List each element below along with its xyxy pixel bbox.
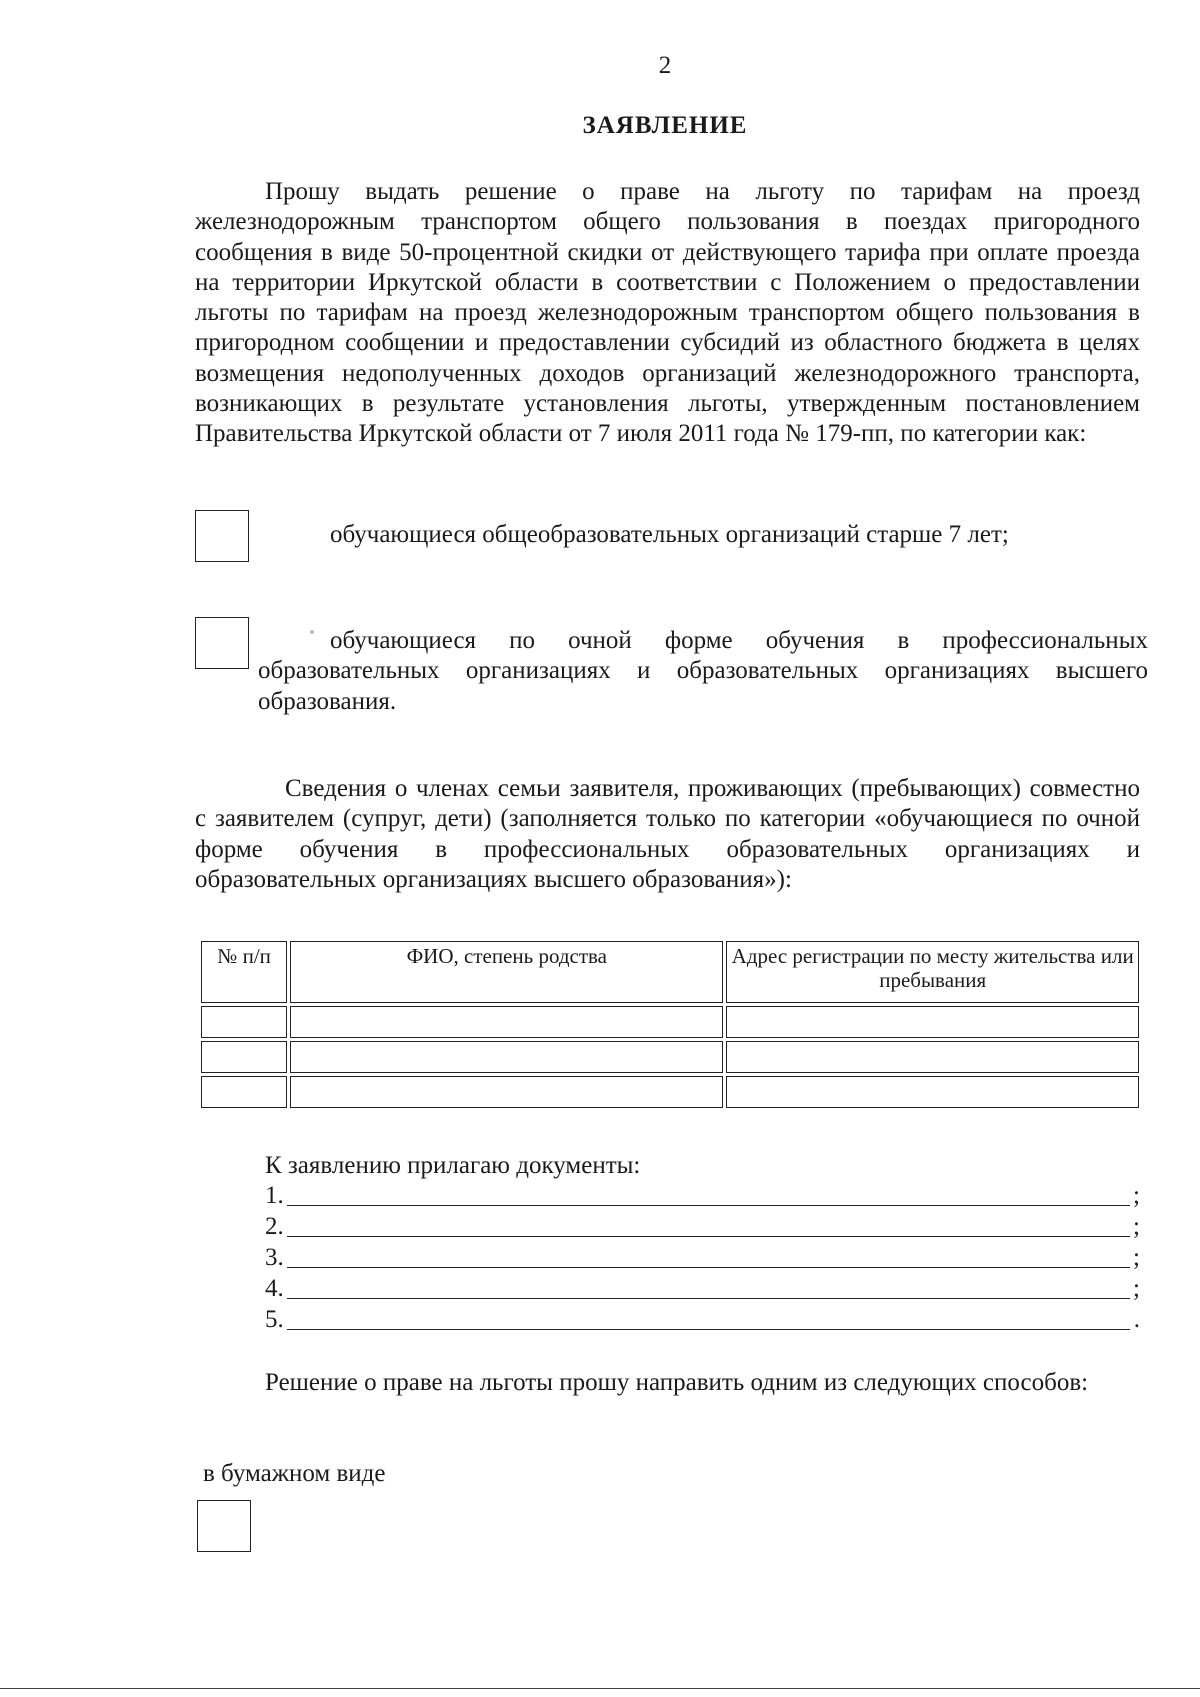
attachment-number: 4. (265, 1275, 284, 1302)
attachment-fill-line[interactable] (287, 1236, 1130, 1237)
header-cell-name: ФИО, степень родства (290, 941, 723, 1003)
attachment-line-5[interactable] (265, 1306, 1140, 1338)
attachment-number: 2. (265, 1213, 284, 1240)
attachment-end-mark: ; (1133, 1275, 1140, 1302)
table-row (201, 1076, 1139, 1108)
row-3-address-cell[interactable] (726, 1076, 1139, 1108)
delivery-paper-label: в бумажном виде (203, 1460, 386, 1487)
attachment-fill-line[interactable] (287, 1329, 1130, 1330)
table-header-row (201, 941, 1139, 1003)
row-3-number-cell[interactable] (201, 1076, 287, 1108)
category-1-label: обучающиеся общеобразовательных организаций старше 7 лет; (330, 521, 1009, 548)
row-2-number-cell[interactable] (201, 1041, 287, 1073)
category-1-checkbox[interactable] (195, 510, 249, 562)
attachment-end-mark: ; (1133, 1213, 1140, 1240)
attachment-fill-line[interactable] (287, 1205, 1130, 1206)
header-cell-address: Адрес регистрации по месту жительства или пребывания (726, 941, 1139, 1003)
row-2-address-cell[interactable] (726, 1041, 1139, 1073)
attachment-end-mark: ; (1133, 1182, 1140, 1209)
attachment-fill-line[interactable] (287, 1298, 1130, 1299)
category-2-label: обучающиеся по очной форме обучения в профессиональных образовательных организациях и образовательных организациях высшего образования. (258, 627, 1148, 715)
attachment-number: 1. (265, 1182, 284, 1209)
attachment-number: 3. (265, 1244, 284, 1271)
category-2-checkbox[interactable] (195, 617, 249, 669)
attachment-fill-line[interactable] (287, 1267, 1130, 1268)
attachment-end-mark: . (1133, 1306, 1140, 1333)
row-3-name-cell[interactable] (290, 1076, 723, 1108)
header-cell-number: № п/п (201, 941, 287, 1003)
row-2-name-cell[interactable] (290, 1041, 723, 1073)
table-row (201, 1006, 1139, 1038)
attachment-line-3[interactable] (265, 1244, 1140, 1276)
attachment-line-1[interactable] (265, 1182, 1140, 1214)
attachment-end-mark: ; (1133, 1244, 1140, 1271)
delivery-paper-checkbox[interactable] (197, 1500, 251, 1552)
intro-paragraph: Прошу выдать решение о праве на льготу по тарифам на проезд железнодорожным транспортом общего пользования в поездах пригородного сообщения в виде 50-процентной скидки от действующего тарифа при оплате проезда на территории Иркутской области в соответствии с Положением о предоставлении льготы по тарифам на проезд железнодорожным транспортом общего пользования в пригородном сообщении и предоставлении субсидий из областного бюджета в целях возмещения недополученных доходов организаций железнодорожного транспорта, возникающих в результате установления льготы, утвержденным постановлением Правительства Иркутской области от 7 июля 2011 года № 179-пп, по категории как: (195, 178, 1140, 448)
document-title: ЗАЯВЛЕНИЕ (582, 112, 748, 139)
attachment-line-2[interactable] (265, 1213, 1140, 1245)
page-number: 2 (658, 52, 672, 79)
delivery-paragraph: Решение о праве на льготы прошу направить одним из следующих способов: (265, 1369, 1089, 1396)
table-row (201, 1041, 1139, 1073)
attachment-line-4[interactable] (265, 1275, 1140, 1307)
family-members-table (198, 938, 1142, 1111)
attachments-title: К заявлению прилагаю документы: (265, 1152, 641, 1179)
attachment-number: 5. (265, 1306, 284, 1333)
row-1-address-cell[interactable] (726, 1006, 1139, 1038)
row-1-name-cell[interactable] (290, 1006, 723, 1038)
row-1-number-cell[interactable] (201, 1006, 287, 1038)
family-paragraph: Сведения о членах семьи заявителя, проживающих (пребывающих) совместно с заявителем (супруг, дети) (заполняется только по категории «обучающиеся по очной форме обучения в профессиональных образовательных организациях и образовательных организациях высшего образования»): (195, 775, 1140, 893)
page-bottom-rule (0, 1688, 1200, 1689)
